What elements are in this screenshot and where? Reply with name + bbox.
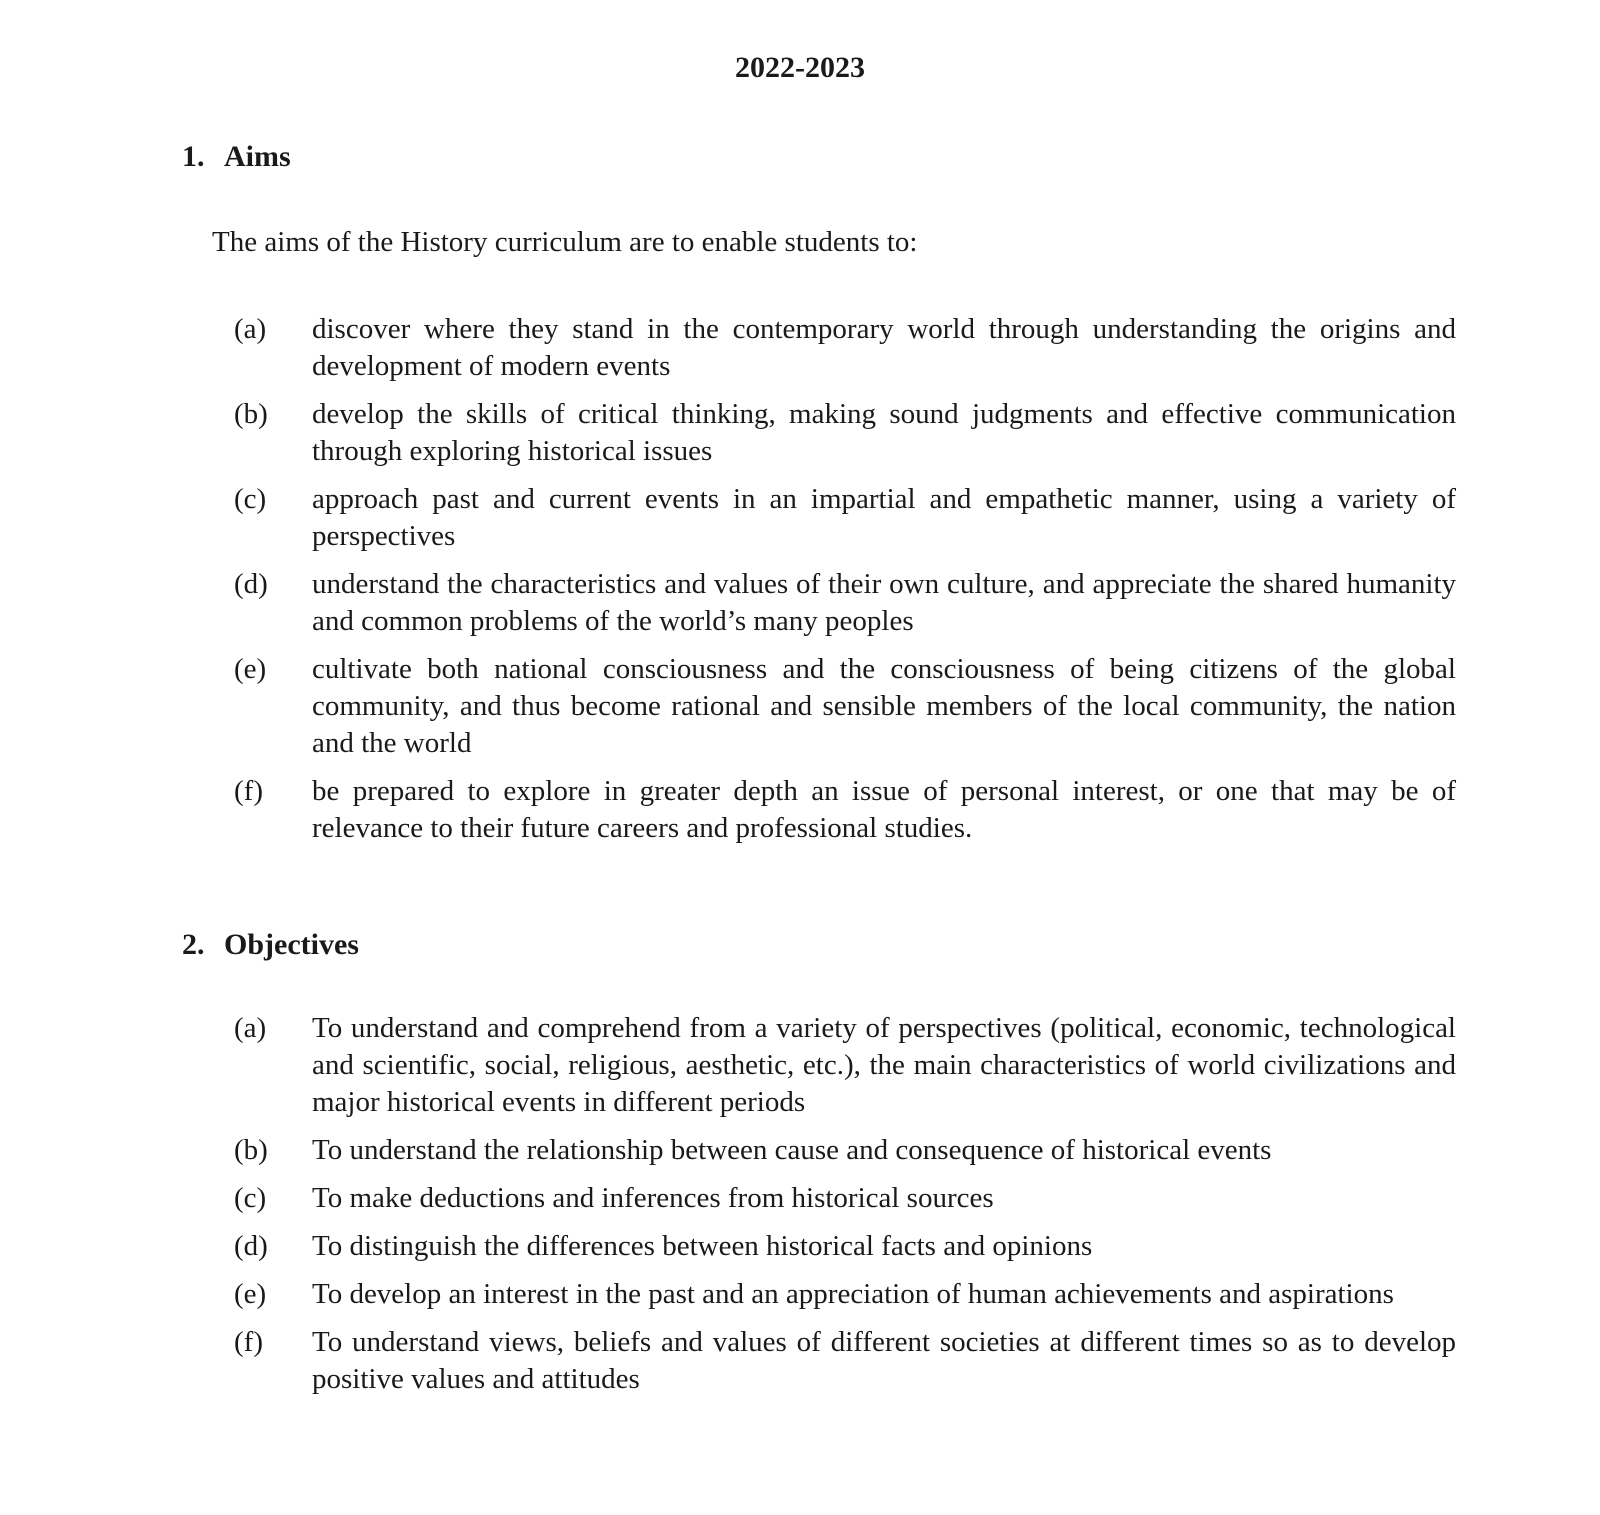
list-marker: (f) <box>234 775 263 807</box>
aims-list <box>234 311 1456 858</box>
list-item-text: To understand and comprehend from a variety of perspectives (political, economic, technological and scientific, social, religious, aesthetic, etc.), the main characteristics of world civilizations and major historical events in different periods <box>312 1012 1456 1118</box>
list-item <box>234 651 1456 762</box>
list-item-text: To make deductions and inferences from historical sources <box>312 1182 994 1214</box>
list-item <box>234 1132 1456 1169</box>
list-item-text: discover where they stand in the contemporary world through understanding the origins and development of modern events <box>312 313 1456 382</box>
section-title: Objectives <box>224 928 359 961</box>
list-marker: (c) <box>234 1182 267 1214</box>
section-number: 2. <box>182 928 205 961</box>
list-item-text: approach past and current events in an impartial and empathetic manner, using a variety of perspectives <box>312 483 1456 552</box>
list-item <box>234 481 1456 555</box>
list-item <box>234 773 1456 847</box>
list-marker: (b) <box>234 1134 268 1166</box>
list-item-text: understand the characteristics and values of their own culture, and appreciate the shared humanity and common problems of the world’s many peoples <box>312 568 1456 637</box>
list-item-text: cultivate both national consciousness and the consciousness of being citizens of the global community, and thus become rational and sensible members of the local community, the nation and the world <box>312 653 1456 759</box>
list-marker: (f) <box>234 1326 263 1358</box>
list-item <box>234 1010 1456 1121</box>
list-item-text: To understand views, beliefs and values of different societies at different times so as to develop positive values and attitudes <box>312 1326 1456 1395</box>
section-heading-objectives <box>182 925 359 965</box>
section-heading-aims <box>182 137 291 177</box>
list-item-text: To understand the relationship between cause and consequence of historical events <box>312 1134 1272 1166</box>
list-marker: (b) <box>234 398 268 430</box>
list-item <box>234 1228 1456 1265</box>
list-item-text: be prepared to explore in greater depth an issue of personal interest, or one that may be of relevance to their future careers and professional studies. <box>312 775 1456 844</box>
list-item <box>234 311 1456 385</box>
section-title: Aims <box>224 140 291 173</box>
list-item-text: To distinguish the differences between historical facts and opinions <box>312 1230 1093 1262</box>
list-item <box>234 1276 1456 1313</box>
list-marker: (e) <box>234 653 267 685</box>
objectives-list <box>234 1010 1456 1409</box>
list-item <box>234 566 1456 640</box>
section-number: 1. <box>182 140 205 173</box>
list-marker: (c) <box>234 483 267 515</box>
list-marker: (d) <box>234 1230 268 1262</box>
list-marker: (d) <box>234 568 268 600</box>
list-item-text: develop the skills of critical thinking, making sound judgments and effective communication through exploring historical issues <box>312 398 1456 467</box>
document-year: 2022-2023 <box>735 51 865 84</box>
list-marker: (a) <box>234 313 267 345</box>
list-item <box>234 1324 1456 1398</box>
list-marker: (a) <box>234 1012 267 1044</box>
list-item <box>234 396 1456 470</box>
list-item-text: To develop an interest in the past and an appreciation of human achievements and aspirations <box>312 1278 1394 1310</box>
list-marker: (e) <box>234 1278 267 1310</box>
list-item <box>234 1180 1456 1217</box>
aims-intro: The aims of the History curriculum are to enable students to: <box>212 226 918 258</box>
